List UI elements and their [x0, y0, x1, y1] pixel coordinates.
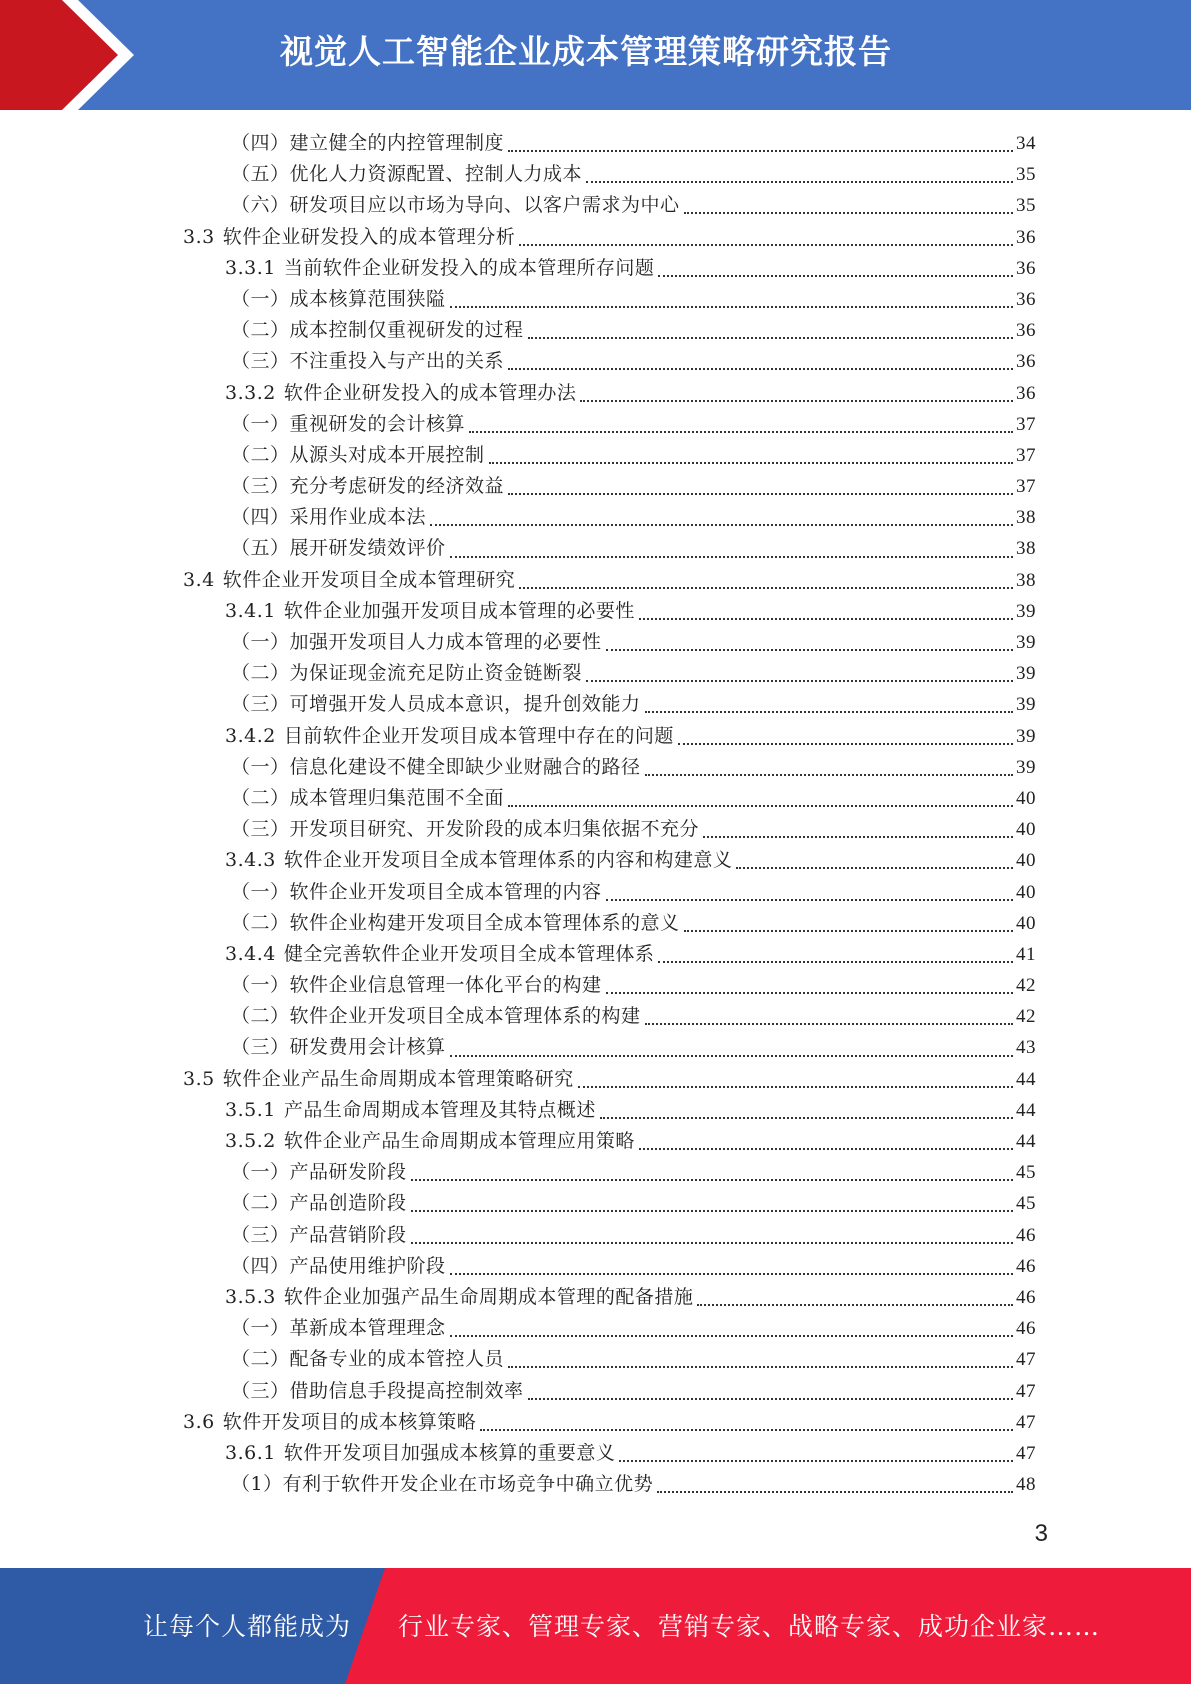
toc-entry-label: 展开研发绩效评价 [289, 537, 446, 560]
report-title: 视觉人工智能企业成本管理策略研究报告 [280, 32, 892, 71]
toc-entry-label: 开发项目研究、开发阶段的成本归集依据不充分 [289, 818, 700, 841]
toc-entry-label: 软件企业产品生命周期成本管理策略研究 [222, 1067, 574, 1090]
toc-entry[interactable] [0, 1376, 1191, 1407]
toc-entry-number: （四） [231, 1254, 290, 1277]
toc-entry-label: 成本管理归集范围不全面 [289, 786, 505, 809]
toc-entry-page: 36 [1016, 226, 1036, 248]
toc-entry[interactable] [0, 222, 1191, 253]
toc-entry[interactable] [0, 596, 1191, 627]
toc-entry-label: 加强开发项目人力成本管理的必要性 [289, 631, 602, 653]
toc-entry[interactable] [0, 845, 1191, 876]
toc-entry-number: 3.5.3 [225, 1285, 276, 1308]
toc-dot-leader [519, 586, 1013, 589]
toc-entry-number: （一） [231, 1161, 290, 1184]
toc-entry-page: 36 [1016, 288, 1036, 310]
toc-entry-number: （五） [231, 537, 290, 560]
toc-entry-label: 为保证现金流充足防止资金链断裂 [289, 662, 583, 685]
page-number: 3 [1034, 1520, 1048, 1547]
toc-dot-leader [508, 1365, 1013, 1368]
toc-entry[interactable] [0, 565, 1191, 596]
toc-entry-number: （三） [231, 818, 290, 841]
toc-entry-page: 47 [1016, 1349, 1036, 1371]
toc-entry[interactable] [0, 1157, 1191, 1188]
toc-dot-leader [606, 648, 1013, 651]
toc-dot-leader [697, 1303, 1013, 1306]
toc-entry-number: 3.4.3 [225, 849, 276, 872]
toc-dot-leader [450, 555, 1013, 558]
toc-entry[interactable] [0, 1095, 1191, 1126]
toc-entry[interactable] [0, 627, 1191, 658]
toc-entry-page: 44 [1016, 1068, 1036, 1090]
toc-entry[interactable] [0, 658, 1191, 689]
toc-entry[interactable] [0, 159, 1191, 190]
toc-entry-page: 46 [1016, 1318, 1036, 1340]
toc-dot-leader [480, 1428, 1013, 1431]
toc-entry[interactable] [0, 908, 1191, 939]
toc-entry-page: 37 [1016, 476, 1036, 498]
toc-entry[interactable] [0, 1282, 1191, 1313]
toc-dot-leader [619, 1459, 1013, 1462]
toc-dot-leader [450, 1054, 1013, 1057]
toc-entry-label: 建立健全的内控管理制度 [289, 132, 505, 154]
toc-entry-page: 36 [1016, 320, 1036, 342]
toc-dot-leader [430, 523, 1013, 526]
toc-entry-page: 45 [1016, 1193, 1036, 1215]
toc-entry[interactable] [0, 783, 1191, 814]
toc-entry-page: 40 [1016, 819, 1036, 841]
toc-entry[interactable] [0, 814, 1191, 845]
toc-entry-page: 41 [1016, 943, 1036, 965]
toc-entry-page: 39 [1016, 694, 1036, 716]
toc-entry-label: 产品创造阶段 [289, 1192, 407, 1215]
toc-dot-leader [508, 149, 1013, 152]
toc-entry[interactable] [0, 970, 1191, 1001]
toc-entry-number: （四） [231, 506, 290, 529]
toc-entry-page: 39 [1016, 632, 1036, 653]
toc-dot-leader [450, 1334, 1013, 1337]
toc-entry[interactable] [0, 1188, 1191, 1219]
toc-entry-page: 37 [1016, 413, 1036, 435]
toc-entry-page: 39 [1016, 725, 1036, 747]
toc-entry-label: 目前软件企业开发项目成本管理中存在的问题 [283, 724, 674, 747]
toc-entry[interactable] [0, 1251, 1191, 1282]
toc-entry-page: 45 [1016, 1162, 1036, 1184]
toc-entry-number: 3.3.2 [225, 381, 276, 404]
toc-entry-label: 采用作业成本法 [289, 506, 427, 529]
toc-entry-number: 3.4.1 [225, 599, 276, 622]
toc-entry-number: （一） [231, 880, 290, 903]
toc-dot-leader [645, 773, 1013, 776]
toc-entry-page: 46 [1016, 1255, 1036, 1277]
toc-entry-label: 产品使用维护阶段 [289, 1254, 446, 1277]
toc-dot-leader [639, 1147, 1013, 1150]
toc-entry-number: 3.3 [183, 225, 215, 248]
toc-entry-number: （一） [231, 287, 290, 310]
toc-entry-number: （四） [231, 132, 290, 154]
toc-entry-number: （三） [231, 350, 290, 373]
toc-entry-page: 35 [1016, 195, 1036, 217]
toc-entry[interactable] [0, 1032, 1191, 1063]
toc-entry-page: 47 [1016, 1380, 1036, 1402]
toc-entry[interactable] [0, 752, 1191, 783]
toc-entry-page: 39 [1016, 756, 1036, 778]
toc-entry-page: 36 [1016, 382, 1036, 404]
toc-entry[interactable] [0, 502, 1191, 533]
toc-entry-page: 35 [1016, 164, 1036, 186]
toc-entry-page: 39 [1016, 663, 1036, 685]
toc-entry-page: 47 [1016, 1411, 1036, 1433]
toc-entry-page: 38 [1016, 538, 1036, 560]
toc-entry-page: 36 [1016, 257, 1036, 279]
toc-dot-leader [684, 929, 1013, 932]
toc-entry[interactable] [0, 315, 1191, 346]
toc-entry-label: 有利于软件开发企业在市场竞争中确立优势 [282, 1473, 654, 1496]
toc-entry[interactable] [0, 471, 1191, 502]
toc-dot-leader [586, 180, 1013, 183]
toc-entry-page: 40 [1016, 850, 1036, 872]
toc-dot-leader [645, 710, 1013, 713]
toc-entry-label: 成本核算范围狭隘 [289, 287, 446, 310]
toc-entry-number: （二） [231, 1192, 290, 1215]
toc-entry-page: 47 [1016, 1442, 1036, 1464]
toc-dot-leader [586, 679, 1013, 682]
toc-entry-number: 3.5 [183, 1067, 215, 1090]
toc-dot-leader [508, 367, 1013, 370]
toc-entry-label: 信息化建设不健全即缺少业财融合的路径 [289, 755, 641, 778]
toc-dot-leader [469, 430, 1013, 433]
toc-entry-number: （三） [231, 475, 290, 498]
toc-entry[interactable] [0, 1469, 1191, 1500]
toc-entry-number: （一） [231, 631, 290, 653]
toc-dot-leader [508, 804, 1013, 807]
toc-entry[interactable] [0, 939, 1191, 970]
toc-entry-number: 3.5.2 [225, 1130, 276, 1152]
toc-entry[interactable] [0, 533, 1191, 564]
toc-entry[interactable] [0, 689, 1191, 720]
toc-entry-page: 38 [1016, 569, 1036, 591]
toc-entry-page: 39 [1016, 600, 1036, 622]
toc-dot-leader [519, 243, 1013, 246]
toc-entry-number: （一） [231, 412, 290, 435]
toc-entry-label: 充分考虑研发的经济效益 [289, 475, 505, 498]
toc-entry-page: 38 [1016, 507, 1036, 529]
toc-entry[interactable] [0, 1344, 1191, 1375]
toc-entry-number: （二） [231, 662, 290, 685]
toc-entry-number: （一） [231, 1317, 290, 1340]
toc-entry-number: （三） [231, 1036, 290, 1059]
toc-entry-number: （三） [231, 693, 290, 716]
toc-dot-leader [489, 461, 1013, 464]
toc-entry-page: 40 [1016, 787, 1036, 809]
toc-entry-label: 革新成本管理理念 [289, 1317, 446, 1340]
toc-entry[interactable] [0, 284, 1191, 315]
toc-dot-leader [508, 492, 1013, 495]
toc-entry-label: 配备专业的成本管控人员 [289, 1348, 505, 1371]
toc-entry-page: 40 [1016, 912, 1036, 934]
toc-dot-leader [658, 274, 1013, 277]
toc-entry-label: 产品营销阶段 [289, 1223, 407, 1246]
table-of-contents [0, 128, 1191, 1500]
toc-dot-leader [580, 399, 1013, 402]
toc-entry-label: 软件开发项目加强成本核算的重要意义 [283, 1441, 616, 1464]
toc-entry-number: （一） [231, 755, 290, 778]
toc-entry-number: （五） [231, 163, 290, 186]
toc-entry-label: 产品研发阶段 [289, 1161, 407, 1184]
toc-entry-number: 3.4.4 [225, 942, 276, 965]
toc-dot-leader [684, 211, 1013, 214]
toc-entry-number: （二） [231, 1005, 290, 1028]
page-footer [0, 1568, 1191, 1684]
toc-entry-page: 34 [1016, 133, 1036, 154]
toc-entry-page: 37 [1016, 444, 1036, 466]
page-header [0, 0, 1191, 110]
toc-entry-number: 3.6.1 [225, 1441, 276, 1464]
toc-entry[interactable] [0, 1001, 1191, 1032]
toc-dot-leader [411, 1241, 1013, 1244]
toc-dot-leader [736, 866, 1013, 869]
toc-entry[interactable] [0, 190, 1191, 221]
toc-dot-leader [450, 1272, 1013, 1275]
toc-dot-leader [606, 991, 1013, 994]
toc-dot-leader [450, 305, 1013, 308]
toc-entry[interactable] [0, 409, 1191, 440]
toc-entry-page: 46 [1016, 1286, 1036, 1308]
toc-dot-leader [678, 742, 1013, 745]
toc-entry-label: 软件企业开发项目全成本管理研究 [222, 568, 516, 591]
toc-entry-label: 重视研发的会计核算 [289, 412, 466, 435]
toc-entry-number: （二） [231, 786, 290, 809]
toc-entry[interactable] [0, 440, 1191, 471]
toc-entry-label: 软件企业加强开发项目成本管理的必要性 [283, 599, 635, 622]
toc-dot-leader [600, 1116, 1013, 1119]
toc-entry-page: 42 [1016, 975, 1036, 997]
toc-entry-number: （三） [231, 1379, 290, 1402]
toc-entry-number: （二） [231, 1348, 290, 1371]
toc-entry[interactable] [0, 253, 1191, 284]
toc-entry-number: 3.3.1 [225, 256, 276, 279]
footer-slogan-left: 让每个人都能成为 [143, 1612, 352, 1641]
toc-entry-label: 产品生命周期成本管理及其特点概述 [283, 1098, 596, 1121]
toc-entry-label: 借助信息手段提高控制效率 [289, 1379, 524, 1402]
toc-entry-label: 可增强开发人员成本意识，提升创效能力 [289, 693, 641, 716]
toc-dot-leader [528, 1397, 1013, 1400]
toc-entry-label: 软件企业构建开发项目全成本管理体系的意义 [289, 911, 680, 934]
toc-entry[interactable] [0, 1438, 1191, 1469]
toc-dot-leader [606, 898, 1013, 901]
toc-dot-leader [528, 336, 1013, 339]
toc-entry[interactable] [0, 877, 1191, 908]
toc-entry-number: （1） [231, 1473, 283, 1496]
toc-entry-number: （二） [231, 443, 290, 466]
toc-entry-label: 优化人力资源配置、控制人力成本 [289, 163, 583, 186]
toc-entry[interactable] [0, 721, 1191, 752]
toc-entry-label: 从源头对成本开展控制 [289, 443, 485, 466]
footer-slogan-right: 行业专家、管理专家、营销专家、战略专家、成功企业家…… [398, 1612, 1101, 1641]
toc-dot-leader [639, 617, 1013, 620]
toc-entry-label: 软件企业开发项目全成本管理的内容 [289, 880, 602, 903]
toc-dot-leader [578, 1085, 1013, 1088]
toc-entry-number: 3.5.1 [225, 1098, 276, 1121]
toc-entry[interactable] [0, 1313, 1191, 1344]
toc-entry-number: （二） [231, 319, 290, 342]
toc-entry-page: 48 [1016, 1474, 1036, 1496]
toc-entry-label: 软件企业研发投入的成本管理办法 [283, 381, 577, 404]
toc-entry-label: 软件企业开发项目全成本管理体系的内容和构建意义 [283, 849, 733, 872]
toc-entry-page: 44 [1016, 1131, 1036, 1152]
toc-entry[interactable] [0, 128, 1191, 159]
toc-entry-label: 软件企业产品生命周期成本管理应用策略 [283, 1130, 635, 1152]
toc-entry-number: 3.4 [183, 568, 215, 591]
toc-entry-page: 46 [1016, 1224, 1036, 1246]
toc-entry[interactable] [0, 1407, 1191, 1438]
toc-entry-number: 3.6 [183, 1410, 215, 1433]
toc-entry-label: 软件企业加强产品生命周期成本管理的配备措施 [283, 1285, 694, 1308]
toc-entry-label: 健全完善软件企业开发项目全成本管理体系 [283, 942, 655, 965]
toc-entry[interactable] [0, 378, 1191, 409]
toc-entry-page: 44 [1016, 1099, 1036, 1121]
toc-entry[interactable] [0, 1220, 1191, 1251]
toc-dot-leader [658, 960, 1013, 963]
toc-entry-number: （三） [231, 1223, 290, 1246]
toc-entry-page: 40 [1016, 881, 1036, 903]
toc-dot-leader [657, 1490, 1013, 1493]
toc-entry-label: 当前软件企业研发投入的成本管理所存问题 [283, 256, 655, 279]
toc-entry-number: （二） [231, 911, 290, 934]
toc-entry-number: 3.4.2 [225, 724, 276, 747]
toc-entry-label: 软件企业研发投入的成本管理分析 [222, 225, 516, 248]
toc-entry-label: 研发费用会计核算 [289, 1036, 446, 1059]
toc-entry-number: （六） [231, 194, 290, 217]
toc-dot-leader [411, 1209, 1013, 1212]
toc-entry[interactable] [0, 346, 1191, 377]
toc-entry-label: 成本控制仅重视研发的过程 [289, 319, 524, 342]
toc-entry[interactable] [0, 1064, 1191, 1095]
toc-dot-leader [411, 1178, 1013, 1181]
toc-dot-leader [645, 1022, 1013, 1025]
toc-entry-number: （一） [231, 974, 290, 997]
toc-dot-leader [703, 835, 1013, 838]
toc-entry-page: 36 [1016, 351, 1036, 373]
toc-entry-label: 研发项目应以市场为导向、以客户需求为中心 [289, 194, 680, 217]
toc-entry-page: 43 [1016, 1037, 1036, 1059]
toc-entry-label: 软件开发项目的成本核算策略 [222, 1410, 477, 1433]
toc-entry-label: 软件企业信息管理一体化平台的构建 [289, 974, 602, 997]
toc-entry-label: 软件企业开发项目全成本管理体系的构建 [289, 1005, 641, 1028]
toc-entry-page: 42 [1016, 1006, 1036, 1028]
toc-entry-label: 不注重投入与产出的关系 [289, 350, 505, 373]
toc-entry[interactable] [0, 1126, 1191, 1157]
